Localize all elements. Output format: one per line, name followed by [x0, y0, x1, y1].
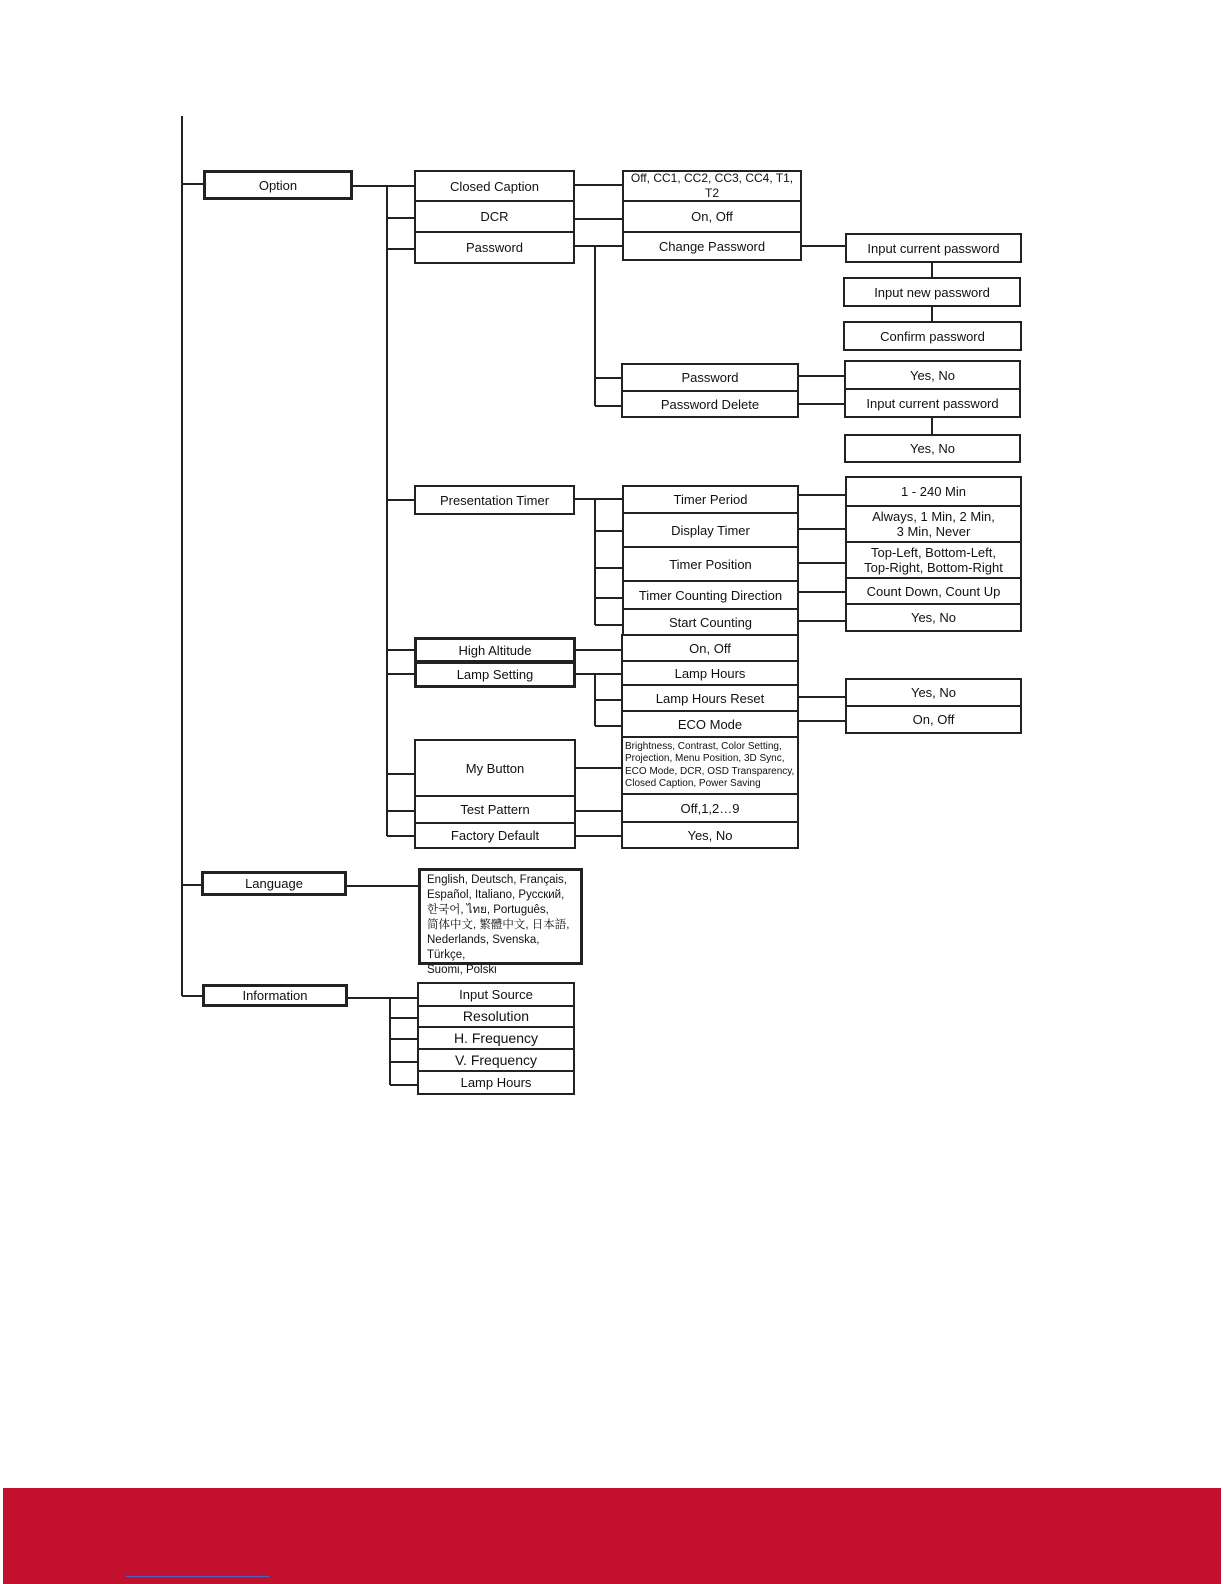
- info-item-lamp-hours: Lamp Hours: [417, 1070, 575, 1095]
- lamp-hours-reset-values: Yes, No: [845, 678, 1022, 707]
- test-pattern-values: Off,1,2…9: [621, 793, 799, 823]
- timer-counting-direction-values: Count Down, Count Up: [845, 577, 1022, 605]
- password-delete-node: Password Delete: [621, 390, 799, 418]
- my-button-values: Brightness, Contrast, Color Setting, Projection, Menu Position, 3D Sync, ECO Mode, DCR, OSD Transparency, Closed Caption, Power Saving: [621, 736, 799, 795]
- password-node: Password: [414, 231, 575, 264]
- input-current-password-node: Input current password: [845, 233, 1022, 263]
- option-node: Option: [203, 170, 353, 200]
- dcr-values: On, Off: [622, 200, 802, 233]
- information-node: Information: [202, 984, 348, 1007]
- closed-caption-node: Closed Caption: [414, 170, 575, 202]
- display-timer-values: Always, 1 Min, 2 Min, 3 Min, Never: [845, 505, 1022, 543]
- delete-yes-no: Yes, No: [844, 434, 1021, 463]
- timer-period-values: 1 - 240 Min: [845, 476, 1022, 507]
- confirm-password-node: Confirm password: [843, 321, 1022, 351]
- lamp-setting-node: Lamp Setting: [414, 661, 576, 688]
- lamp-hours-node: Lamp Hours: [621, 660, 799, 686]
- factory-default-node: Factory Default: [414, 822, 576, 849]
- timer-counting-direction-node: Timer Counting Direction: [622, 580, 799, 610]
- factory-default-values: Yes, No: [621, 821, 799, 849]
- info-item-v-frequency: V. Frequency: [417, 1048, 575, 1072]
- delete-input-current-password-node: Input current password: [844, 388, 1021, 418]
- info-item-resolution: Resolution: [417, 1005, 575, 1028]
- timer-position-values: Top-Left, Bottom-Left, Top-Right, Bottom-Right: [845, 541, 1022, 579]
- high-altitude-values: On, Off: [621, 634, 799, 662]
- lamp-hours-reset-node: Lamp Hours Reset: [621, 684, 799, 712]
- timer-position-node: Timer Position: [622, 546, 799, 582]
- eco-mode-values: On, Off: [845, 705, 1022, 734]
- password-yes-no: Yes, No: [844, 360, 1021, 390]
- presentation-timer-node: Presentation Timer: [414, 485, 575, 515]
- footer-bar: [3, 1488, 1221, 1584]
- eco-mode-node: ECO Mode: [621, 710, 799, 738]
- display-timer-node: Display Timer: [622, 512, 799, 548]
- language-node: Language: [201, 871, 347, 896]
- footer-link-underline: [126, 1576, 269, 1577]
- closed-caption-values: Off, CC1, CC2, CC3, CC4, T1, T2: [622, 170, 802, 202]
- password-item-node: Password: [621, 363, 799, 392]
- input-new-password-node: Input new password: [843, 277, 1021, 307]
- info-item-input-source: Input Source: [417, 982, 575, 1007]
- start-counting-node: Start Counting: [622, 608, 799, 636]
- timer-period-node: Timer Period: [622, 485, 799, 514]
- start-counting-values: Yes, No: [845, 603, 1022, 632]
- language-values: English, Deutsch, Français, Español, Italiano, Русский, 한국어, ไทย, Português, 简体中文, 繁體中文, 日本語, Nederlands, Svenska, Türkçe, Suomi, Polski: [418, 868, 583, 965]
- test-pattern-node: Test Pattern: [414, 795, 576, 824]
- high-altitude-node: High Altitude: [414, 637, 576, 663]
- change-password-node: Change Password: [622, 231, 802, 261]
- dcr-node: DCR: [414, 200, 575, 233]
- info-item-h-frequency: H. Frequency: [417, 1026, 575, 1050]
- my-button-node: My Button: [414, 739, 576, 797]
